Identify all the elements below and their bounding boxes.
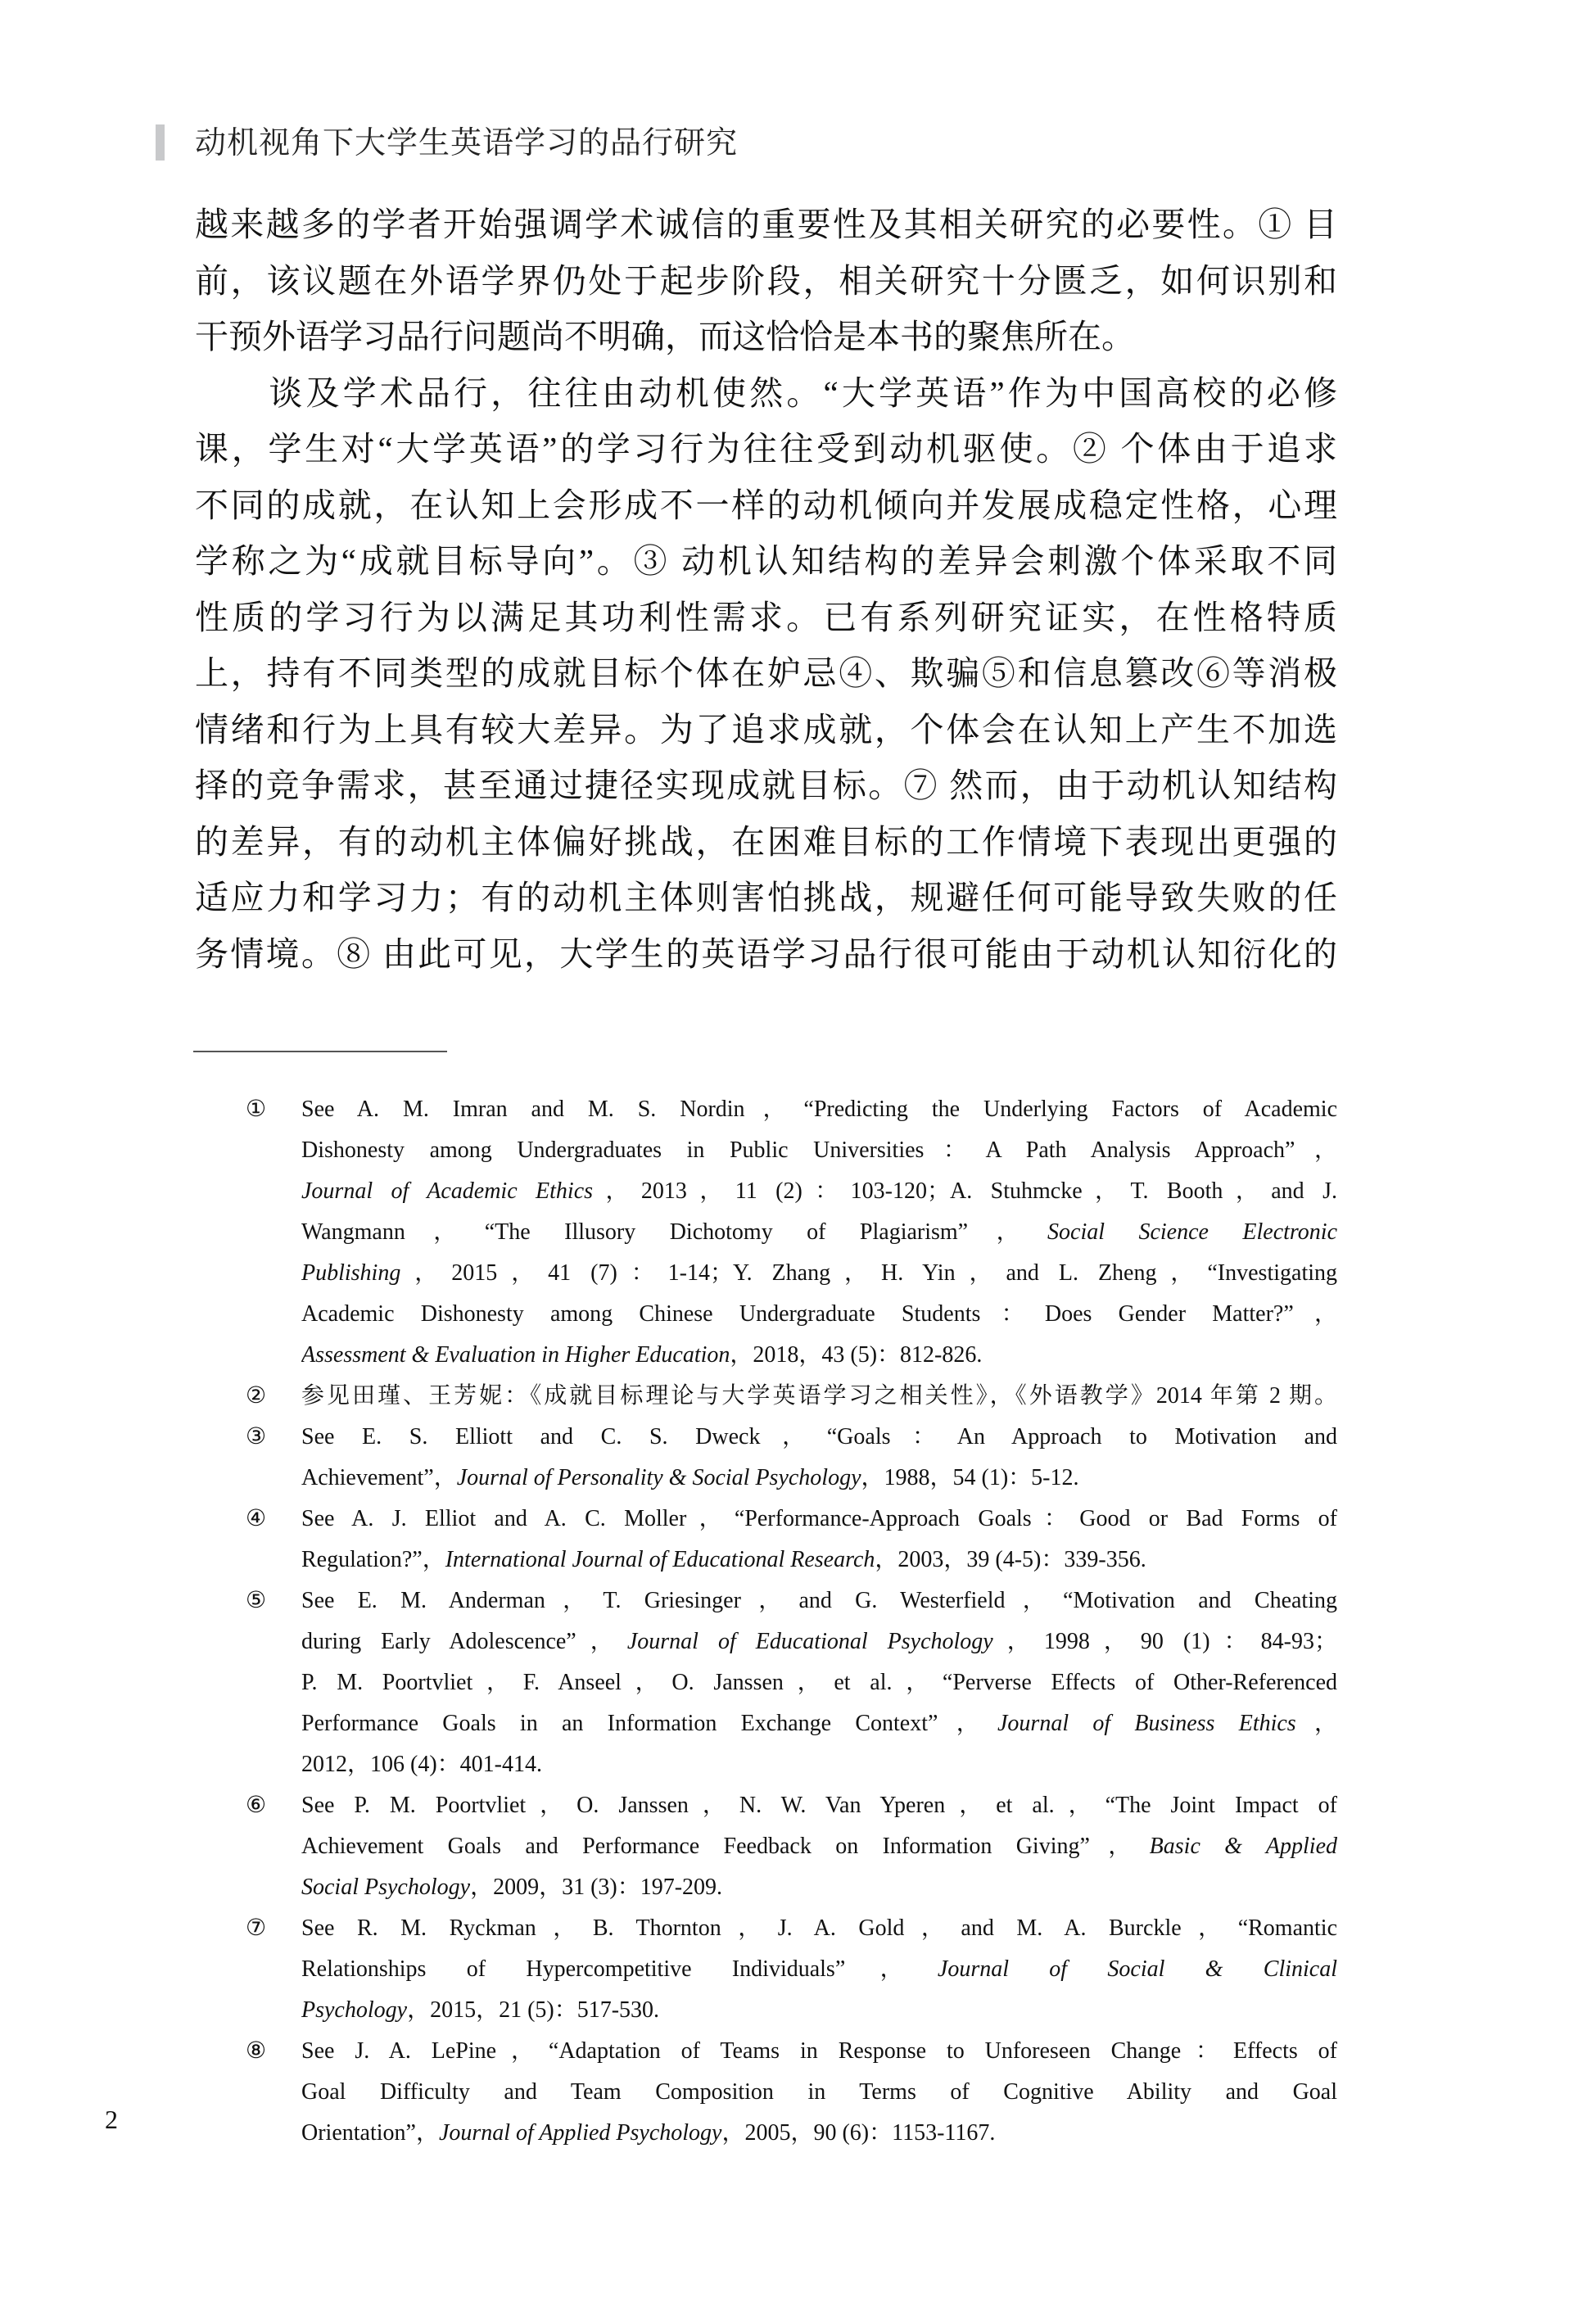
footnotes	[193, 1089, 1337, 2154]
journal-title: International Journal of Educational Research	[445, 1547, 875, 1572]
footnote-line	[301, 1089, 1337, 1130]
footnote-marker: ⑦	[246, 1915, 267, 1941]
journal-title: Social Science Electronic	[1047, 1219, 1337, 1245]
footnote-line	[301, 1171, 1337, 1212]
citation-text: Relationships of Hypercompetitive Individuals”，	[301, 1956, 938, 1982]
citation-text: ，2015，41 (7)：1-14；Y. Zhang，H. Yin，and L. Zheng，“Investigating	[400, 1260, 1337, 1286]
footnote-line	[301, 2031, 1337, 2072]
body-line: 学称之为“成就目标导向”。③ 动机认知结构的差异会刺激个体采取不同	[195, 542, 1337, 580]
footnote-line	[301, 1867, 1337, 1908]
citation-text: Academic Dishonesty among Chinese Undergraduate Students：Does Gender Matter?”，	[301, 1301, 1337, 1327]
body-line: 课，学生对“大学英语”的学习行为往往受到动机驱使。② 个体由于追求	[195, 430, 1337, 468]
journal-title: Publishing	[301, 1260, 401, 1286]
footnote-line	[301, 1458, 1337, 1499]
journal-title: Journal of Educational Psychology	[626, 1629, 993, 1654]
citation-text: ，2005，90 (6)：1153-1167.	[721, 2120, 996, 2146]
footnote-line	[301, 1294, 1337, 1335]
journal-title: Journal of Applied Psychology	[438, 2120, 722, 2146]
footnote-line	[301, 1785, 1337, 1826]
citation-text: Orientation”，	[301, 2120, 439, 2146]
citation-text: See P. M. Poortvliet，O. Janssen，N. W. Van Yperen，et al.，“The Joint Impact of	[301, 1793, 1337, 1818]
footnote-line	[301, 1908, 1337, 1949]
body-line: 适应力和学习力；有的动机主体则害怕挑战，规避任何可能导致失败的任	[195, 879, 1337, 916]
body-line: 前，该议题在外语学界仍处于起步阶段，相关研究十分匮乏，如何识别和	[195, 261, 1337, 300]
footnote-line	[301, 1376, 1337, 1417]
footnote-line	[301, 1335, 1337, 1376]
footnote-line	[301, 1990, 1337, 2031]
citation-text: ，2009，31 (3)：197-209.	[470, 1875, 723, 1900]
body-line: 干预外语学习品行问题尚不明确，而这恰恰是本书的聚焦所在。	[195, 318, 1135, 355]
body-line: 情绪和行为上具有较大差异。为了追求成就，个体会在认知上产生不加选	[195, 710, 1337, 748]
citation-text: ，	[1295, 1711, 1337, 1736]
footnote-line	[301, 1703, 1337, 1744]
footnote-line	[301, 1253, 1337, 1294]
footnote-line	[301, 1540, 1337, 1581]
citation-text: Wangmann，“The Illusory Dichotomy of Plagiarism”，	[301, 1219, 1048, 1245]
footnote-line	[301, 1744, 1337, 1785]
citation-text: 2012，106 (4)：401-414.	[301, 1752, 542, 1777]
footnote-line	[301, 2072, 1337, 2113]
footnote-marker: ⑧	[246, 2038, 267, 2064]
citation-text: Dishonesty among Undergraduates in Public Universities：A Path Analysis Approach”，	[301, 1137, 1337, 1163]
footnote	[193, 1376, 1337, 1417]
journal-title: Social Psychology	[301, 1875, 471, 1900]
body-line: 择的竞争需求，甚至通过捷径实现成就目标。⑦ 然而，由于动机认知结构	[195, 767, 1337, 804]
footnote-line	[301, 1417, 1337, 1458]
footnote-line	[301, 1581, 1337, 1621]
body-line: 性质的学习行为以满足其功利性需求。已有系列研究证实，在性格特质	[195, 598, 1337, 636]
footnote	[193, 1417, 1337, 1499]
footnote-line	[301, 1621, 1337, 1662]
citation-text: See E. M. Anderman，T. Griesinger，and G. Westerfield，“Motivation and Cheating	[301, 1588, 1337, 1613]
footnote	[193, 1499, 1337, 1581]
journal-title: Journal of Social & Clinical	[937, 1956, 1337, 1982]
journal-title: Psychology	[301, 1997, 408, 2023]
footnote-line	[301, 1826, 1337, 1867]
footnote-line	[301, 2113, 1337, 2154]
body-text	[195, 197, 1337, 982]
citation-text: Achievement”，	[301, 1465, 457, 1490]
footnote-marker: ①	[246, 1097, 267, 1122]
body-line: 务情境。⑧ 由此可见，大学生的英语学习品行很可能由于动机认知衍化的	[195, 934, 1337, 973]
running-header-title: 动机视角下大学生英语学习的品行研究	[195, 124, 739, 161]
citation-text: See A. J. Elliot and A. C. Moller，“Performance-Approach Goals：Good or Bad Forms of	[301, 1506, 1337, 1531]
footnote	[193, 2031, 1337, 2154]
body-line: 的差异，有的动机主体偏好挑战，在困难目标的工作情境下表现出更强的	[195, 822, 1337, 861]
footnote-marker: ④	[246, 1506, 267, 1531]
journal-title: Journal of Academic Ethics	[301, 1178, 594, 1204]
footnote-marker: ③	[246, 1424, 267, 1449]
footnote	[193, 1908, 1337, 2031]
footnote-line	[301, 1212, 1337, 1253]
citation-text: during Early Adolescence”，	[301, 1629, 627, 1654]
citation-text: ，2015，21 (5)：517-530.	[407, 1997, 660, 2023]
citation-text: See J. A. LePine，“Adaptation of Teams in Response to Unforeseen Change：Effects of	[301, 2038, 1337, 2064]
citation-text: Achievement Goals and Performance Feedback on Information Giving”，	[301, 1834, 1150, 1859]
body-line: 谈及学术品行，往往由动机使然。“大学英语”作为中国高校的必修	[195, 373, 1337, 412]
citation-text: ，1998，90 (1)：84-93；	[992, 1629, 1337, 1654]
citation-text: See A. M. Imran and M. S. Nordin，“Predicting the Underlying Factors of Academic	[301, 1097, 1337, 1122]
footnote-line	[301, 1949, 1337, 1990]
citation-text: P. M. Poortvliet，F. Anseel，O. Janssen，et al.，“Perverse Effects of Other-Referenced	[301, 1670, 1337, 1695]
body-line: 越来越多的学者开始强调学术诚信的重要性及其相关研究的必要性。① 目	[195, 206, 1337, 243]
footnote-line	[301, 1499, 1337, 1540]
citation-text: See R. M. Ryckman，B. Thornton，J. A. Gold，and M. A. Burckle，“Romantic	[301, 1915, 1337, 1941]
citation-text: Goal Difficulty and Team Composition in Terms of Cognitive Ability and Goal	[301, 2079, 1337, 2105]
footnote	[193, 1089, 1337, 1376]
footnote-line	[301, 1662, 1337, 1703]
footnote	[193, 1785, 1337, 1908]
citation-text: ，1988，54 (1)：5-12.	[861, 1465, 1079, 1490]
footnote-line	[301, 1130, 1337, 1171]
footnote	[193, 1581, 1337, 1785]
body-line: 不同的成就，在认知上会形成不一样的动机倾向并发展成稳定性格，心理	[195, 486, 1337, 524]
page-number: 2	[105, 2105, 118, 2134]
footnote-marker: ⑥	[246, 1793, 267, 1818]
citation-text: 参见田瑾、王芳妮：《成就目标理论与大学英语学习之相关性》，《外语教学》2014 年第 2 期。	[301, 1383, 1337, 1409]
footnote-marker: ②	[246, 1383, 267, 1409]
journal-title: Journal of Personality & Social Psychology	[456, 1465, 861, 1490]
citation-text: Regulation?”，	[301, 1547, 445, 1572]
citation-text: ，2018，43 (5)：812-826.	[730, 1342, 983, 1368]
citation-text: ，2003，39 (4-5)：339-356.	[875, 1547, 1146, 1572]
journal-title: Basic & Applied	[1149, 1834, 1337, 1859]
citation-text: Performance Goals in an Information Exchange Context”，	[301, 1711, 997, 1736]
citation-text: See E. S. Elliott and C. S. Dweck，“Goals：An Approach to Motivation and	[301, 1424, 1337, 1449]
running-header-bar	[156, 124, 165, 161]
footnote-marker: ⑤	[246, 1588, 267, 1613]
journal-title: Journal of Business Ethics	[997, 1711, 1296, 1736]
journal-title: Assessment & Evaluation in Higher Education	[301, 1342, 730, 1368]
body-line: 上，持有不同类型的成就目标个体在妒忌④、欺骗⑤和信息篡改⑥等消极	[195, 654, 1337, 692]
citation-text: ，2013，11 (2)：103-120；A. Stuhmcke，T. Booth，and J.	[593, 1178, 1337, 1204]
footnote-separator	[193, 1051, 447, 1052]
